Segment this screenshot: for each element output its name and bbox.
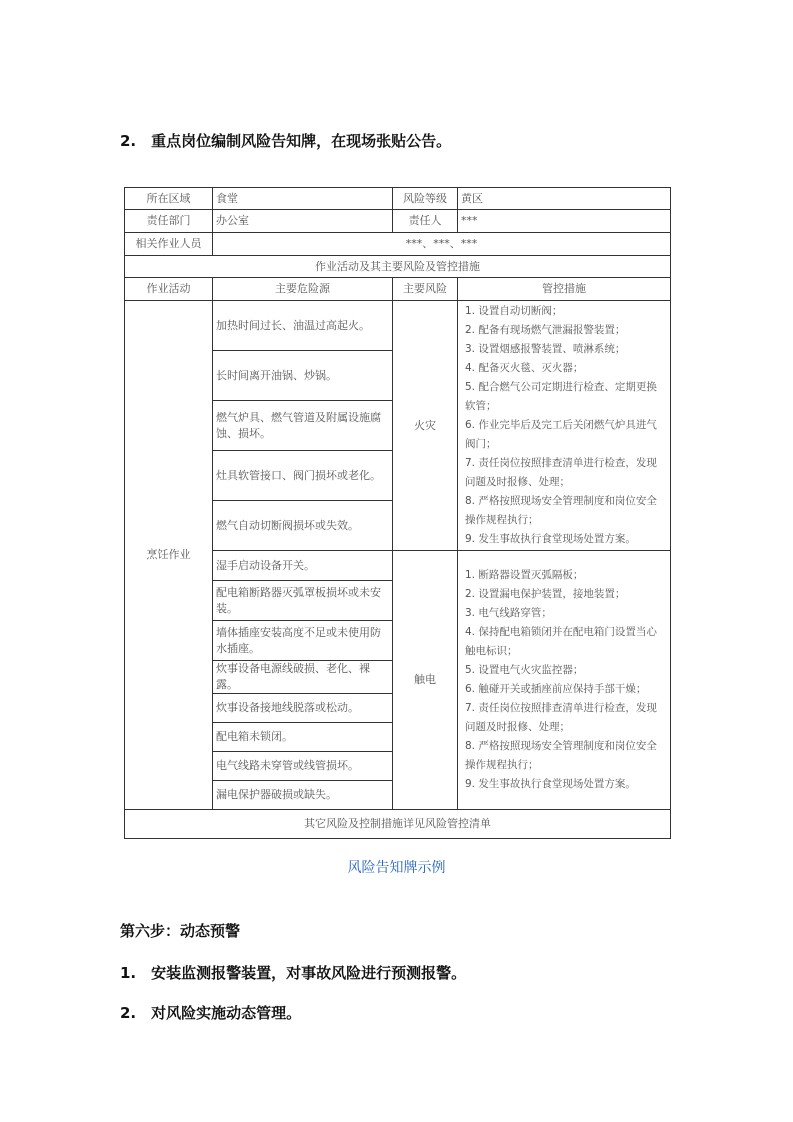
measure-item: 3. 设置烟感报警装置、喷淋系统； [465, 343, 626, 355]
measure-item: 4. 配备灭火毯、灭火器； [465, 362, 584, 374]
heading-item-2: 2. 重点岗位编制风险告知牌，在现场张贴公告。 [120, 132, 452, 150]
risk-electric: 触电 [393, 551, 458, 810]
staff-value: ***、***、*** [213, 233, 671, 256]
measure-item: 3. 电气线路穿管； [465, 607, 552, 619]
hazard-cell: 炊事设备接地线脱落或松动。 [213, 694, 393, 723]
table-footer: 其它风险及控制措施详见风险管控清单 [125, 810, 671, 839]
hazard-cell: 漏电保护器破损或缺失。 [213, 781, 393, 810]
measure-item: 2. 配备有现场燃气泄漏报警装置； [465, 324, 626, 336]
risk-fire: 火灾 [393, 301, 458, 551]
person-value: *** [458, 210, 671, 233]
hazard-cell: 配电箱未锁闭。 [213, 723, 393, 752]
staff-label: 相关作业人员 [125, 233, 213, 256]
level-value: 黄区 [458, 188, 671, 210]
activity-cell: 烹饪作业 [125, 301, 213, 810]
measure-item: 6. 触碰开关或插座前应保持手部干燥； [465, 683, 647, 695]
risk-notice-table [124, 187, 671, 839]
hazard-cell: 配电箱断路器灭弧罩板损坏或未安装。 [213, 581, 393, 621]
measure-item: 7. 责任岗位按照排查清单进行检查，发现问题及时报修、处理； [465, 457, 657, 488]
hazard-cell: 灶具软管接口、阀门损坏或老化。 [213, 451, 393, 501]
measure-item: 8. 严格按照现场安全管理制度和岗位安全操作规程执行； [465, 495, 657, 526]
measure-item: 1. 断路器设置灭弧隔板； [465, 569, 584, 581]
header-hazard: 主要危险源 [213, 278, 393, 301]
measure-item: 5. 设置电气火灾监控器； [465, 664, 584, 676]
section-title: 作业活动及其主要风险及管控措施 [125, 256, 671, 278]
hazard-cell: 电气线路未穿管或线管损坏。 [213, 752, 393, 781]
person-label: 责任人 [393, 210, 458, 233]
measure-item: 6. 作业完毕后及完工后关闭燃气炉具进气阀门； [465, 419, 657, 450]
hazard-cell: 燃气炉具、燃气管道及附属设施腐蚀、损坏。 [213, 401, 393, 451]
header-measures: 管控措施 [458, 278, 671, 301]
hazard-cell: 燃气自动切断阀损坏或失效。 [213, 501, 393, 551]
dept-label: 责任部门 [125, 210, 213, 233]
hazard-cell: 湿手启动设备开关。 [213, 551, 393, 581]
measure-item: 2. 设置漏电保护装置，接地装置； [465, 588, 626, 600]
hazard-cell: 炊事设备电源线破损、老化、裸露。 [213, 661, 393, 694]
measure-item: 7. 责任岗位按照排查清单进行检查，发现问题及时报修、处理； [465, 702, 657, 733]
figure-caption: 风险告知牌示例 [347, 860, 446, 876]
step6-heading: 第六步：动态预警 [120, 922, 241, 940]
hazard-cell: 墙体插座安装高度不足或未使用防水插座。 [213, 621, 393, 661]
hazard-cell: 加热时间过长、油温过高起火。 [213, 301, 393, 351]
level-label: 风险等级 [393, 188, 458, 210]
step6-item-2: 2. 对风险实施动态管理。 [120, 1004, 302, 1022]
measure-item: 5. 配合燃气公司定期进行检查、定期更换软管； [465, 381, 657, 412]
measure-item: 8. 严格按照现场安全管理制度和岗位安全操作规程执行； [465, 740, 657, 771]
dept-value: 办公室 [213, 210, 393, 233]
measure-item: 9. 发生事故执行食堂现场处置方案。 [465, 778, 636, 790]
step6-item-1: 1. 安装监测报警装置，对事故风险进行预测报警。 [120, 964, 467, 982]
electric-measures [458, 551, 671, 810]
measure-item: 9. 发生事故执行食堂现场处置方案。 [465, 533, 636, 545]
header-activity: 作业活动 [125, 278, 213, 301]
area-value: 食堂 [213, 188, 393, 210]
fire-measures [458, 301, 671, 551]
measure-item: 1. 设置自动切断阀； [465, 305, 563, 317]
hazard-cell: 长时间离开油锅、炒锅。 [213, 351, 393, 401]
measure-item: 4. 保持配电箱锁闭并在配电箱门设置当心触电标识； [465, 626, 657, 657]
header-risk: 主要风险 [393, 278, 458, 301]
area-label: 所在区域 [125, 188, 213, 210]
